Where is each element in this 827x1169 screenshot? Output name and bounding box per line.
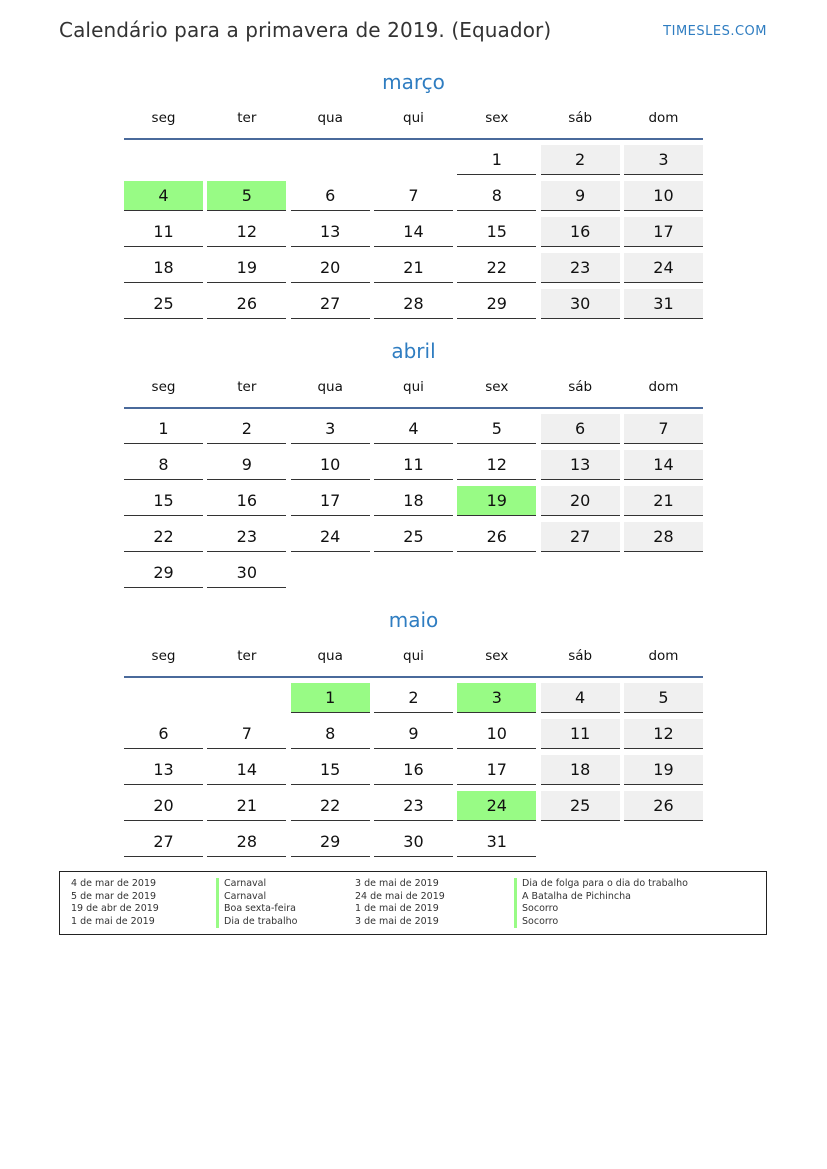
- weekend-day-cell: 17: [624, 217, 703, 247]
- day-cell: 13: [291, 217, 370, 247]
- day-cell: 18: [124, 253, 203, 283]
- legend-names-col-1: [216, 878, 297, 928]
- weekend-day-cell: 26: [624, 791, 703, 821]
- day-cell: 16: [374, 755, 453, 785]
- weekday-label: sex: [485, 110, 509, 126]
- month-title: março: [382, 70, 445, 94]
- day-cell: 19: [207, 253, 286, 283]
- empty-cell: [124, 683, 203, 713]
- weekday-label: sáb: [568, 110, 593, 126]
- weekend-day-cell: 7: [624, 414, 703, 444]
- day-cell: 25: [374, 522, 453, 552]
- day-cell: 31: [457, 827, 536, 857]
- weekday-label: qui: [403, 379, 424, 395]
- day-cell: 3: [291, 414, 370, 444]
- day-cell: 22: [291, 791, 370, 821]
- legend-holiday-name: Socorro: [514, 903, 688, 916]
- day-cell: 27: [291, 289, 370, 319]
- weekend-day-cell: 27: [541, 522, 620, 552]
- day-grid: [124, 414, 703, 588]
- weekend-day-cell: 4: [541, 683, 620, 713]
- day-cell: 28: [374, 289, 453, 319]
- weekday-header: [124, 636, 703, 678]
- weekend-day-cell: 12: [624, 719, 703, 749]
- day-cell: 11: [374, 450, 453, 480]
- day-cell: 8: [124, 450, 203, 480]
- day-grid: [124, 683, 703, 857]
- day-cell: 21: [374, 253, 453, 283]
- day-cell: 11: [124, 217, 203, 247]
- day-cell: 18: [374, 486, 453, 516]
- brand-link[interactable]: TIMESLES.COM: [663, 24, 767, 39]
- weekday-label: dom: [648, 110, 679, 126]
- day-cell: 7: [374, 181, 453, 211]
- empty-cell: [207, 683, 286, 713]
- weekend-day-cell: 25: [541, 791, 620, 821]
- day-cell: 25: [124, 289, 203, 319]
- legend-holiday-name: Boa sexta-feira: [216, 903, 297, 916]
- day-cell: 22: [124, 522, 203, 552]
- day-cell: 15: [291, 755, 370, 785]
- weekday-label: qui: [403, 648, 424, 664]
- legend-date: 3 de mai de 2019: [355, 915, 439, 927]
- day-cell: 2: [207, 414, 286, 444]
- weekend-day-cell: 30: [541, 289, 620, 319]
- day-cell: 6: [291, 181, 370, 211]
- legend-holiday-name: Socorro: [514, 916, 688, 929]
- day-cell: 29: [457, 289, 536, 319]
- holiday-day-cell: 3: [457, 683, 536, 713]
- day-cell: 14: [374, 217, 453, 247]
- weekday-label: qua: [317, 648, 343, 664]
- day-cell: 24: [291, 522, 370, 552]
- weekend-day-cell: 5: [624, 683, 703, 713]
- weekend-day-cell: 14: [624, 450, 703, 480]
- day-cell: 1: [124, 414, 203, 444]
- month-march: [124, 68, 703, 319]
- day-cell: 2: [374, 683, 453, 713]
- day-cell: 23: [207, 522, 286, 552]
- month-april: [124, 337, 703, 588]
- day-cell: 10: [457, 719, 536, 749]
- legend-holiday-name: Carnaval: [216, 891, 297, 904]
- weekday-header: [124, 367, 703, 409]
- weekend-day-cell: 13: [541, 450, 620, 480]
- month-title: abril: [391, 339, 436, 363]
- holiday-day-cell: 19: [457, 486, 536, 516]
- legend-date: 5 de mar de 2019: [71, 890, 157, 902]
- weekend-day-cell: 21: [624, 486, 703, 516]
- day-cell: 29: [291, 827, 370, 857]
- empty-cell: [291, 145, 370, 175]
- empty-cell: [207, 145, 286, 175]
- day-cell: 16: [207, 486, 286, 516]
- weekend-day-cell: 10: [624, 181, 703, 211]
- weekday-label: sáb: [568, 648, 593, 664]
- day-cell: 26: [207, 289, 286, 319]
- day-cell: 23: [374, 791, 453, 821]
- weekday-label: seg: [151, 379, 176, 395]
- legend-dates-col-1: [71, 878, 159, 928]
- month-title: maio: [388, 608, 439, 632]
- day-cell: 21: [207, 791, 286, 821]
- weekend-day-cell: 2: [541, 145, 620, 175]
- legend-date: 19 de abr de 2019: [71, 903, 159, 914]
- weekday-label: sex: [485, 379, 509, 395]
- day-cell: 9: [374, 719, 453, 749]
- holiday-legend: [59, 871, 767, 935]
- weekday-label: qua: [317, 110, 343, 126]
- legend-holiday-name: Carnaval: [216, 878, 297, 891]
- weekend-day-cell: 16: [541, 217, 620, 247]
- empty-cell: [374, 145, 453, 175]
- weekday-label: ter: [237, 110, 257, 126]
- day-cell: 4: [374, 414, 453, 444]
- day-cell: 20: [291, 253, 370, 283]
- weekend-day-cell: 24: [624, 253, 703, 283]
- weekday-label: sex: [485, 648, 509, 664]
- day-cell: 7: [207, 719, 286, 749]
- day-cell: 13: [124, 755, 203, 785]
- day-cell: 5: [457, 414, 536, 444]
- day-cell: 6: [124, 719, 203, 749]
- legend-date: 3 de mai de 2019: [355, 878, 439, 889]
- weekday-label: dom: [648, 648, 679, 664]
- weekday-label: seg: [151, 110, 176, 126]
- day-cell: 29: [124, 558, 203, 588]
- weekday-label: qui: [403, 110, 424, 126]
- day-cell: 15: [124, 486, 203, 516]
- weekend-day-cell: 18: [541, 755, 620, 785]
- day-grid: [124, 145, 703, 319]
- weekend-day-cell: 20: [541, 486, 620, 516]
- holiday-day-cell: 5: [207, 181, 286, 211]
- day-cell: 1: [457, 145, 536, 175]
- legend-dates-col-2: [355, 878, 445, 928]
- weekday-label: seg: [151, 648, 176, 664]
- day-cell: 30: [207, 558, 286, 588]
- legend-names-col-2: [514, 878, 688, 928]
- day-cell: 9: [207, 450, 286, 480]
- weekday-label: ter: [237, 379, 257, 395]
- weekday-header: [124, 98, 703, 140]
- day-cell: 27: [124, 827, 203, 857]
- page-title: Calendário para a primavera de 2019. (Equador): [59, 18, 552, 42]
- day-cell: 8: [291, 719, 370, 749]
- weekend-day-cell: 19: [624, 755, 703, 785]
- day-cell: 30: [374, 827, 453, 857]
- day-cell: 15: [457, 217, 536, 247]
- day-cell: 20: [124, 791, 203, 821]
- holiday-day-cell: 1: [291, 683, 370, 713]
- weekend-day-cell: 3: [624, 145, 703, 175]
- legend-holiday-name: Dia de trabalho: [216, 916, 297, 929]
- day-cell: 28: [207, 827, 286, 857]
- weekend-day-cell: 23: [541, 253, 620, 283]
- legend-date: 1 de mai de 2019: [355, 903, 439, 914]
- legend-holiday-name: A Batalha de Pichincha: [514, 891, 688, 904]
- legend-date: 24 de mai de 2019: [355, 890, 445, 902]
- day-cell: 17: [457, 755, 536, 785]
- weekend-day-cell: 6: [541, 414, 620, 444]
- holiday-day-cell: 24: [457, 791, 536, 821]
- month-may: [124, 606, 703, 857]
- weekend-day-cell: 28: [624, 522, 703, 552]
- holiday-day-cell: 4: [124, 181, 203, 211]
- weekday-label: dom: [648, 379, 679, 395]
- empty-cell: [124, 145, 203, 175]
- legend-date: 4 de mar de 2019: [71, 878, 157, 889]
- weekday-label: qua: [317, 379, 343, 395]
- day-cell: 12: [207, 217, 286, 247]
- day-cell: 17: [291, 486, 370, 516]
- day-cell: 8: [457, 181, 536, 211]
- weekday-label: sáb: [568, 379, 593, 395]
- weekday-label: ter: [237, 648, 257, 664]
- day-cell: 12: [457, 450, 536, 480]
- weekend-day-cell: 31: [624, 289, 703, 319]
- day-cell: 22: [457, 253, 536, 283]
- legend-holiday-name: Dia de folga para o dia do trabalho: [514, 878, 688, 891]
- weekend-day-cell: 9: [541, 181, 620, 211]
- weekend-day-cell: 11: [541, 719, 620, 749]
- day-cell: 14: [207, 755, 286, 785]
- day-cell: 10: [291, 450, 370, 480]
- day-cell: 26: [457, 522, 536, 552]
- legend-date: 1 de mai de 2019: [71, 915, 155, 927]
